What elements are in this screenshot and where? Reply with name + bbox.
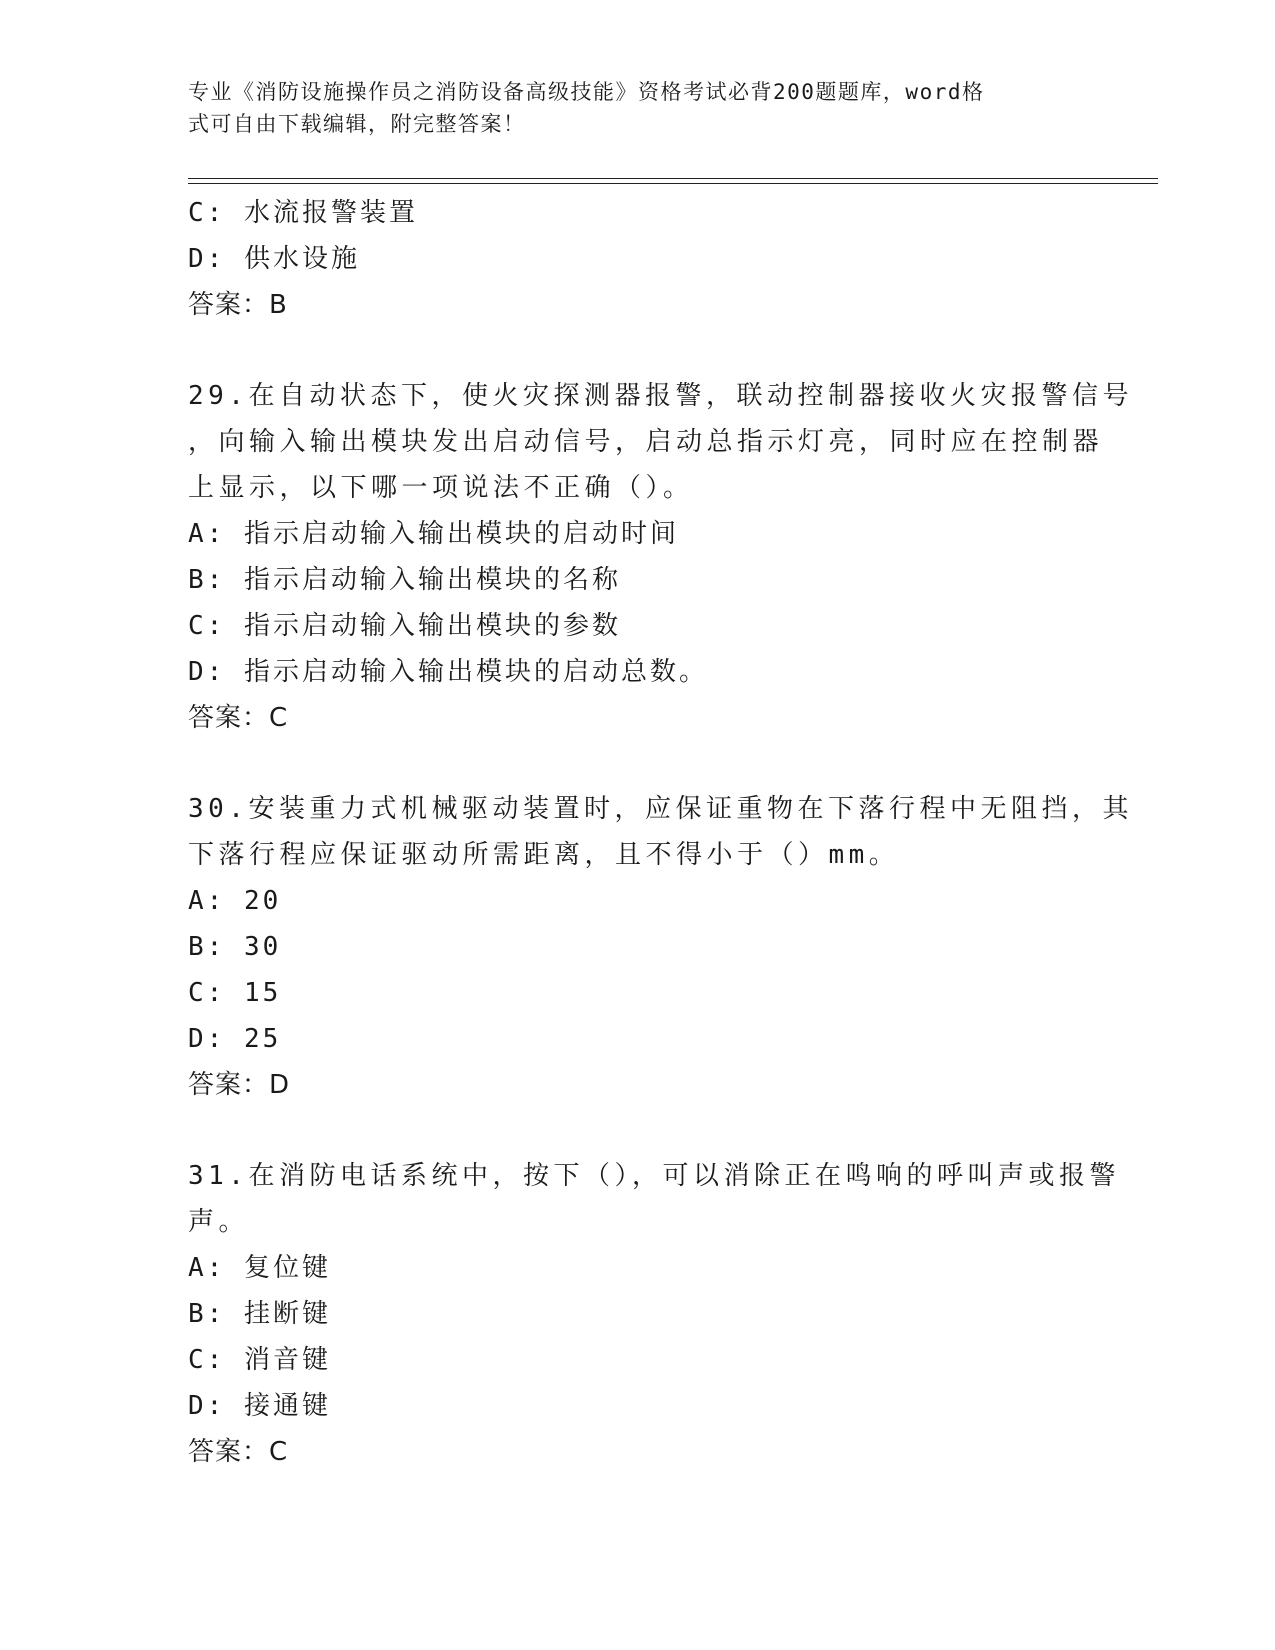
header-divider-top <box>188 178 1158 179</box>
option-c: C: 15 <box>188 978 282 1008</box>
answer-line: 答案：C <box>188 703 289 733</box>
header-divider-bottom <box>188 183 1158 184</box>
document-header <box>188 76 1068 140</box>
option-b: B: 30 <box>188 932 282 962</box>
answer-line: 答案：C <box>188 1437 289 1467</box>
header-line-1: 专业《消防设施操作员之消防设备高级技能》资格考试必背200题题库，word格 <box>188 80 985 104</box>
question-30 <box>188 786 1133 1108</box>
option-c: C: 指示启动输入输出模块的参数 <box>188 611 621 641</box>
option-d: D: 25 <box>188 1024 282 1054</box>
question-text-line: 上显示，以下哪一项说法不正确（）。 <box>188 473 694 503</box>
option-b: B: 挂断键 <box>188 1299 331 1329</box>
question-text-line: 29.在自动状态下，使火灾探测器报警，联动控制器接收火灾报警信号 <box>188 381 1133 411</box>
option-a: A: 20 <box>188 886 282 916</box>
answer-line: 答案：B <box>188 290 288 320</box>
question-text-line: 下落行程应保证驱动所需距离，且不得小于（）mm。 <box>188 840 900 870</box>
question-31 <box>188 1153 1120 1475</box>
option-a: A: 指示启动输入输出模块的启动时间 <box>188 519 679 549</box>
header-line-2: 式可自由下载编辑，附完整答案！ <box>188 112 526 136</box>
question-text-line: 声。 <box>188 1207 250 1237</box>
option-c: C: 消音键 <box>188 1345 331 1375</box>
question-29 <box>188 373 1133 741</box>
question-text-line: 31.在消防电话系统中，按下（），可以消除正在鸣响的呼叫声或报警 <box>188 1161 1120 1191</box>
option-d: D: 指示启动输入输出模块的启动总数。 <box>188 657 708 687</box>
answer-line: 答案：D <box>188 1070 291 1100</box>
option-d: D: 供水设施 <box>188 244 360 274</box>
question-text-line: ，向输入输出模块发出启动信号，启动总指示灯亮，同时应在控制器 <box>188 427 1104 457</box>
option-b: B: 指示启动输入输出模块的名称 <box>188 565 621 595</box>
question-28-tail <box>188 190 1088 328</box>
question-text-line: 30.安装重力式机械驱动装置时，应保证重物在下落行程中无阻挡，其 <box>188 794 1133 824</box>
option-d: D: 接通键 <box>188 1391 331 1421</box>
question-list <box>188 190 1133 1475</box>
option-a: A: 复位键 <box>188 1253 331 1283</box>
option-c: C: 水流报警装置 <box>188 198 418 228</box>
